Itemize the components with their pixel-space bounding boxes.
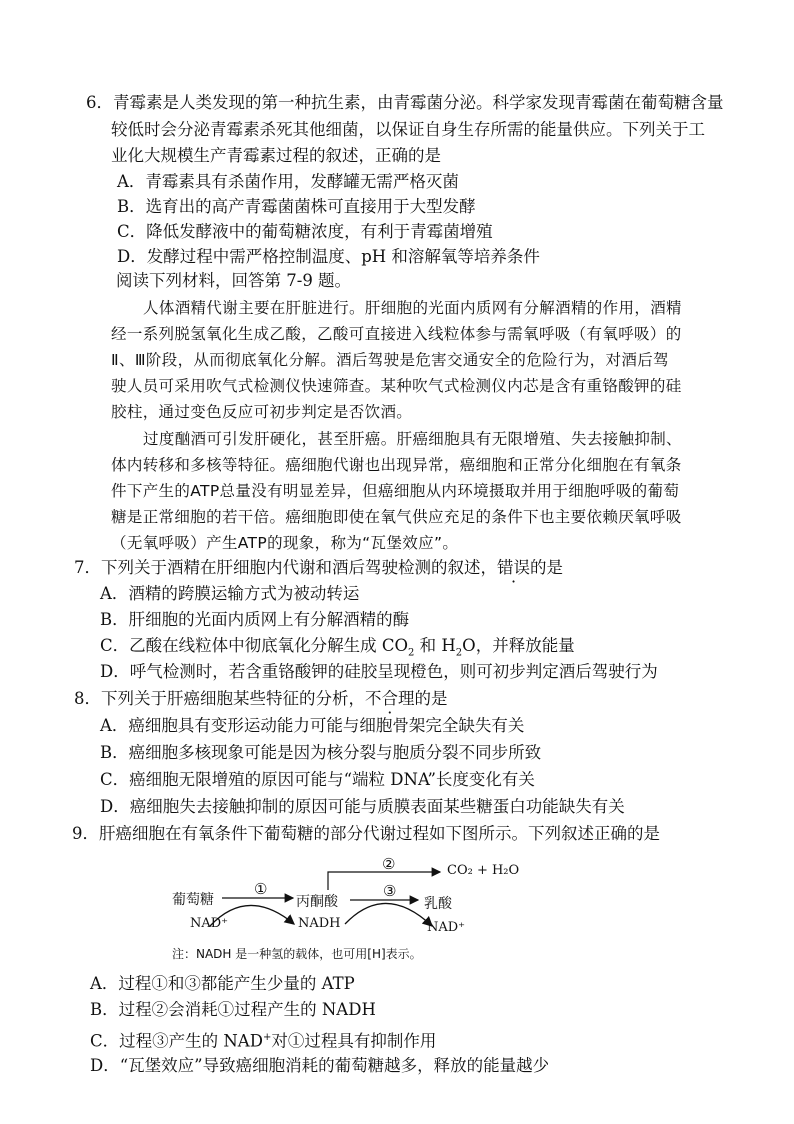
label-co2-h2o: CO₂ + H₂O [447,863,520,878]
q7-option-c: C．乙酸在线粒体中彻底氧化分解生成 $CO_2$ 和 $H_2O$，并释放能量 [100,636,575,659]
q8-option-b: B．癌细胞多核现象可能是因为核分裂与胞质分裂不同步所致 [100,743,542,762]
q7-stem-end: 的是 [530,558,563,577]
q6-stem-line-2: 较低时会分泌青霉素杀死其他细菌，以保证自身生存所需的能量供应。下列关于工 [111,120,705,139]
q8-option-a: A．癌细胞具有变形运动能力可能与细胞骨架完全缺失有关 [100,716,525,735]
q9-option-c: C．过程③产生的 NAD+对①过程具有抑制作用 [90,1031,437,1051]
material-p2-line-4: 糖是正常细胞的若干倍。癌细胞即使在氧气供应充足的条件下也主要依赖厌氧呼吸 [111,508,682,526]
label-lactate: 乳酸 [424,896,452,912]
material-p2-line-1: 过度酗酒可引发肝硬化，甚至肝癌。肝癌细胞具有无限增殖、失去接触抑制、 [143,430,682,448]
q6-stem-line-1: 6．青霉素是人类发现的第一种抗生素，由青霉菌分泌。科学家发现青霉菌在葡萄糖含量 [86,93,724,112]
q7-option-c-end: O，并释放能量 [462,636,575,655]
q6-option-a: A．青霉素具有杀菌作用，发酵罐无需严格灭菌 [117,172,459,191]
q7-option-c-text: C．乙酸在线粒体中彻底氧化分解生成 CO [100,636,409,655]
metabolism-diagram [170,852,540,944]
q7-stem-text: 7．下列关于酒精在肝细胞内代谢和酒后驾驶检测的叙述， [74,558,497,577]
q6-option-c: C．降低发酵液中的葡萄糖浓度，有利于青霉菌增殖 [117,222,493,241]
q8-stem [74,688,448,710]
material-intro: 阅读下列材料，回答第 7-9 题。 [116,271,352,290]
label-nadh: NADH [298,916,341,931]
q9-option-b: B．过程②会消耗①过程产生的 NADH [90,1000,376,1019]
q6-option-b: B．选育出的高产青霉菌菌株可直接用于大型发酵 [117,197,476,216]
q7-option-d: D．呼气检测时，若含重铬酸钾的硅胶呈现橙色，则可初步判定酒后驾驶行为 [100,662,658,681]
material-p1-line-2: 经一系列脱氢氧化生成乙酸，乙酸可直接进入线粒体参与需氧呼吸（有氧呼吸）的 [111,325,682,343]
q9-option-c-end: 对①过程具有抑制作用 [271,1031,437,1051]
q6-option-d: D．发酵过程中需严格控制温度、pH 和溶解氧等培养条件 [117,247,540,266]
material-p2-line-3: 件下产生的ATP总量没有明显差异，但癌细胞从内环境摄取并用于细胞呼吸的葡萄 [111,482,680,500]
label-nad-plus-2: NAD⁺ [427,920,466,935]
material-p2-line-5: （无氧呼吸）产生ATP的现象，称为“瓦堡效应”。 [111,534,459,552]
q8-option-d: D．癌细胞失去接触抑制的原因可能与质膜表面某些糖蛋白功能缺失有关 [100,797,625,816]
material-p1-line-5: 胶柱，通过变色反应可初步判定是否饮酒。 [111,403,413,421]
material-p1-line-4: 驶人员可采用吹气式检测仪快速筛查。某种吹气式检测仪内芯是含有重铬酸钾的硅 [111,377,682,395]
material-p1-line-3: Ⅱ、Ⅲ阶段，从而彻底氧化分解。酒后驾驶是危害交通安全的危险行为，对酒后驾 [111,351,669,369]
label-pyruvate: 丙酮酸 [296,894,338,910]
label-step3: ③ [383,882,397,900]
q8-stem-end: 的是 [414,689,448,708]
material-p2-line-2: 体内转移和多核等特征。癌细胞代谢也出现异常，癌细胞和正常分化细胞在有氧条 [111,456,682,474]
diagram-note: 注：NADH 是一种氢的载体，也可用[H]表示。 [172,947,422,961]
q8-option-c: C．癌细胞无限增殖的原因可能与“端粒 DNA”长度变化有关 [100,770,535,789]
label-glucose: 葡萄糖 [172,892,214,908]
q7-stem [74,557,563,579]
q9-stem: 9．肝癌细胞在有氧条件下葡萄糖的部分代谢过程如下图所示。下列叙述正确的是 [72,824,660,843]
q7-option-b: B．肝细胞的光面内质网上有分解酒精的酶 [100,610,410,629]
label-step2: ② [382,855,396,873]
label-nad-plus-1: NAD⁺ [190,916,229,931]
label-step1: ① [254,880,268,898]
q7-option-c-mid: 和 H [414,636,456,655]
material-p1-line-1: 人体酒精代谢主要在肝脏进行。肝细胞的光面内质网有分解酒精的作用，酒精 [143,299,682,317]
q9-option-d: D．“瓦堡效应”导致癌细胞消耗的葡萄糖越多，释放的能量越少 [90,1056,550,1075]
q9-option-a: A．过程①和③都能产生少量的 ATP [90,974,355,993]
q7-emphasis: 错误 [497,558,530,577]
q8-emphasis: 不合理 [365,689,415,708]
q6-stem-line-3: 业化大规模生产青霉素过程的叙述，正确的是 [111,146,441,165]
q7-option-a: A．酒精的跨膜运输方式为被动转运 [100,584,360,603]
arrow-nadh-to-nad [345,903,432,926]
q8-stem-text: 8．下列关于肝癌细胞某些特征的分析， [74,689,365,708]
q9-option-c-text: C．过程③产生的 NAD [90,1031,263,1051]
